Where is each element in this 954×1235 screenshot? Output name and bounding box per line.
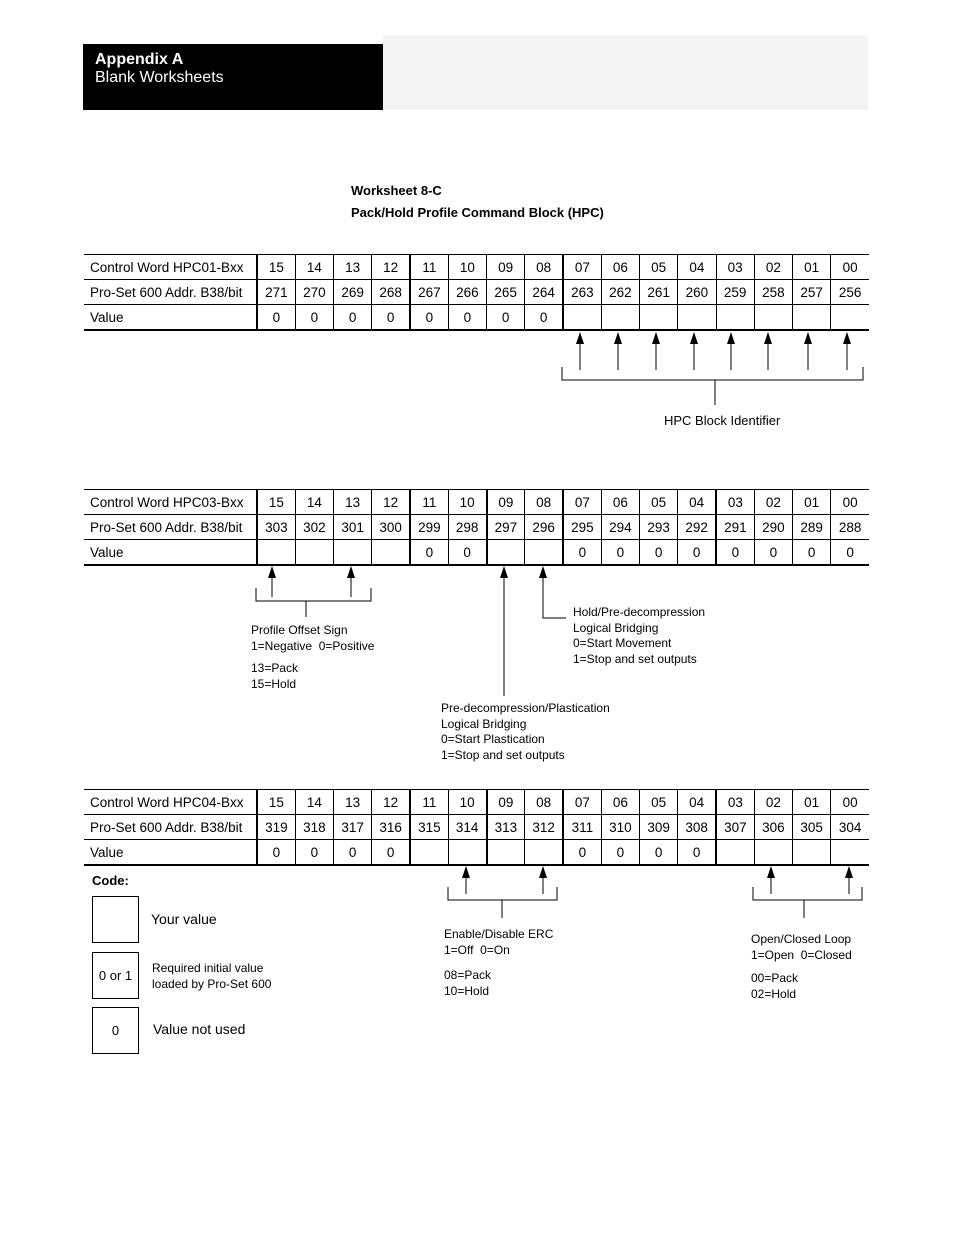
bit-cell: 12 (372, 790, 410, 815)
address-cell: 318 (295, 815, 333, 840)
profile-offset-note: Profile Offset Sign 1=Negative 0=Positive (251, 623, 375, 653)
hpc-block-identifier-arrows (562, 333, 863, 405)
enable-erc-bits: 08=Pack 10=Hold (444, 968, 492, 998)
bit-cell: 07 (563, 490, 601, 515)
address-cell: 306 (754, 815, 792, 840)
address-cell: 313 (487, 815, 525, 840)
appendix-subtitle: Blank Worksheets (95, 69, 224, 86)
hold-predecomp-arrow (543, 567, 566, 618)
bit-cell: 12 (372, 255, 410, 280)
address-cell: 271 (257, 280, 295, 305)
code-text-not-used: Value not used (153, 1021, 246, 1037)
address-cell: 308 (678, 815, 716, 840)
worksheet-title: Worksheet 8-C (351, 183, 442, 198)
bit-cell: 01 (793, 255, 831, 280)
address-cell: 316 (372, 815, 410, 840)
value-cell[interactable]: 0 (448, 305, 486, 331)
code-text-your-value: Your value (151, 911, 217, 927)
value-cell[interactable]: 0 (257, 305, 295, 331)
address-cell: 302 (295, 515, 333, 540)
value-cell[interactable]: 0 (831, 540, 869, 566)
bit-cell: 00 (831, 255, 869, 280)
address-cell: 299 (410, 515, 448, 540)
value-cell[interactable]: 0 (601, 540, 639, 566)
address-cell: 317 (334, 815, 372, 840)
bit-cell: 04 (678, 490, 716, 515)
address-cell: 298 (448, 515, 486, 540)
bit-cell: 10 (448, 490, 486, 515)
address-cell: 258 (754, 280, 792, 305)
value-cell[interactable]: 0 (754, 540, 792, 566)
value-cell[interactable]: 0 (601, 840, 639, 866)
address-cell: 301 (334, 515, 372, 540)
value-cell[interactable]: 0 (257, 840, 295, 866)
value-cell[interactable]: 0 (793, 540, 831, 566)
address-cell: 296 (525, 515, 563, 540)
profile-offset-arrows (256, 567, 371, 617)
address-cell: 265 (487, 280, 525, 305)
code-box-required: 0 or 1 (92, 952, 139, 999)
address-cell: 294 (601, 515, 639, 540)
bit-cell: 13 (334, 490, 372, 515)
row-label: Pro-Set 600 Addr. B38/bit (84, 815, 257, 840)
address-cell: 269 (334, 280, 372, 305)
value-cell[interactable]: 0 (640, 540, 678, 566)
bit-cell: 09 (487, 255, 525, 280)
address-cell: 309 (640, 815, 678, 840)
bit-cell: 03 (716, 490, 754, 515)
hpc-block-identifier-label: HPC Block Identifier (664, 413, 781, 428)
bit-cell: 05 (640, 490, 678, 515)
bit-cell: 14 (295, 490, 333, 515)
bit-cell: 13 (334, 255, 372, 280)
row-label: Pro-Set 600 Addr. B38/bit (84, 280, 257, 305)
bit-cell: 08 (525, 790, 563, 815)
row-label: Value (84, 540, 257, 566)
code-box-your-value (92, 896, 139, 943)
row-label: Value (84, 840, 257, 866)
value-cell[interactable]: 0 (372, 840, 410, 866)
value-cell[interactable]: 0 (448, 540, 486, 566)
address-cell: 307 (716, 815, 754, 840)
address-cell: 319 (257, 815, 295, 840)
open-closed-note: Open/Closed Loop 1=Open 0=Closed (751, 932, 852, 962)
address-cell: 312 (525, 815, 563, 840)
value-cell[interactable]: 0 (334, 840, 372, 866)
bit-cell: 15 (257, 490, 295, 515)
row-label: Control Word HPC03-Bxx (84, 490, 257, 515)
value-cell[interactable]: 0 (563, 840, 601, 866)
open-closed-bits: 00=Pack 02=Hold (751, 971, 799, 1001)
address-cell: 297 (487, 515, 525, 540)
bit-cell: 07 (563, 255, 601, 280)
address-cell: 270 (295, 280, 333, 305)
bit-cell: 03 (716, 255, 754, 280)
bit-cell: 13 (334, 790, 372, 815)
bit-cell: 15 (257, 255, 295, 280)
bit-cell: 02 (754, 490, 792, 515)
bit-cell: 11 (410, 490, 448, 515)
value-cell[interactable]: 0 (563, 540, 601, 566)
address-cell: 293 (640, 515, 678, 540)
value-cell[interactable]: 0 (334, 305, 372, 331)
bit-cell: 08 (525, 490, 563, 515)
address-cell: 315 (410, 815, 448, 840)
profile-offset-bits: 13=Pack 15=Hold (251, 661, 299, 691)
bit-cell: 09 (487, 490, 525, 515)
bit-cell: 01 (793, 490, 831, 515)
bit-cell: 14 (295, 255, 333, 280)
bit-cell: 11 (410, 255, 448, 280)
erc-arrows (448, 867, 557, 918)
bit-cell: 00 (831, 790, 869, 815)
bit-cell: 00 (831, 490, 869, 515)
address-cell: 260 (678, 280, 716, 305)
bit-cell: 05 (640, 255, 678, 280)
bit-cell: 08 (525, 255, 563, 280)
address-cell: 289 (793, 515, 831, 540)
bit-cell: 02 (754, 790, 792, 815)
row-label: Control Word HPC01-Bxx (84, 255, 257, 280)
address-cell: 267 (410, 280, 448, 305)
row-label: Value (84, 305, 257, 331)
hold-predecomp-note: Hold/Pre-decompression Logical Bridging 0=Start Movement 1=Stop and set outputs (573, 605, 706, 666)
code-box-not-used: 0 (92, 1007, 139, 1054)
address-cell: 303 (257, 515, 295, 540)
value-cell[interactable]: 0 (410, 540, 448, 566)
address-cell: 304 (831, 815, 869, 840)
address-cell: 300 (372, 515, 410, 540)
bit-cell: 10 (448, 790, 486, 815)
address-cell: 295 (563, 515, 601, 540)
address-cell: 264 (525, 280, 563, 305)
bit-cell: 02 (754, 255, 792, 280)
bit-cell: 05 (640, 790, 678, 815)
value-cell[interactable]: 0 (716, 540, 754, 566)
bit-cell: 01 (793, 790, 831, 815)
bit-cell: 04 (678, 255, 716, 280)
bit-cell: 12 (372, 490, 410, 515)
bit-cell: 15 (257, 790, 295, 815)
bit-cell: 06 (601, 790, 639, 815)
bit-cell: 09 (487, 790, 525, 815)
code-text-required: Required initial value loaded by Pro-Set 600 (152, 961, 272, 991)
appendix-title: Appendix A (95, 51, 184, 68)
address-cell: 314 (448, 815, 486, 840)
address-cell: 305 (793, 815, 831, 840)
predecomp-plast-note: Pre-decompression/Plastication Logical Bridging 0=Start Plastication 1=Stop and set outputs (441, 701, 610, 762)
address-cell: 262 (601, 280, 639, 305)
address-cell: 259 (716, 280, 754, 305)
address-cell: 263 (563, 280, 601, 305)
address-cell: 310 (601, 815, 639, 840)
row-label: Control Word HPC04-Bxx (84, 790, 257, 815)
value-cell[interactable]: 0 (295, 840, 333, 866)
value-cell[interactable]: 0 (372, 305, 410, 331)
address-cell: 311 (563, 815, 601, 840)
value-cell[interactable]: 0 (678, 840, 716, 866)
bit-cell: 11 (410, 790, 448, 815)
address-cell: 288 (831, 515, 869, 540)
enable-erc-note: Enable/Disable ERC 1=Off 0=On (444, 927, 554, 957)
value-cell[interactable]: 0 (295, 305, 333, 331)
address-cell: 256 (831, 280, 869, 305)
address-cell: 268 (372, 280, 410, 305)
value-cell[interactable]: 0 (640, 840, 678, 866)
value-cell[interactable]: 0 (678, 540, 716, 566)
row-label: Pro-Set 600 Addr. B38/bit (84, 515, 257, 540)
bit-cell: 14 (295, 790, 333, 815)
bit-cell: 06 (601, 490, 639, 515)
bit-cell: 06 (601, 255, 639, 280)
address-cell: 257 (793, 280, 831, 305)
bit-cell: 10 (448, 255, 486, 280)
address-cell: 290 (754, 515, 792, 540)
value-cell[interactable]: 0 (487, 305, 525, 331)
bit-cell: 03 (716, 790, 754, 815)
worksheet-subtitle: Pack/Hold Profile Command Block (HPC) (351, 205, 604, 220)
value-cell[interactable]: 0 (410, 305, 448, 331)
bit-cell: 07 (563, 790, 601, 815)
open-closed-arrows (753, 867, 862, 918)
address-cell: 291 (716, 515, 754, 540)
code-legend-title: Code: (92, 873, 129, 888)
address-cell: 261 (640, 280, 678, 305)
address-cell: 266 (448, 280, 486, 305)
value-cell[interactable]: 0 (525, 305, 563, 331)
address-cell: 292 (678, 515, 716, 540)
bit-cell: 04 (678, 790, 716, 815)
